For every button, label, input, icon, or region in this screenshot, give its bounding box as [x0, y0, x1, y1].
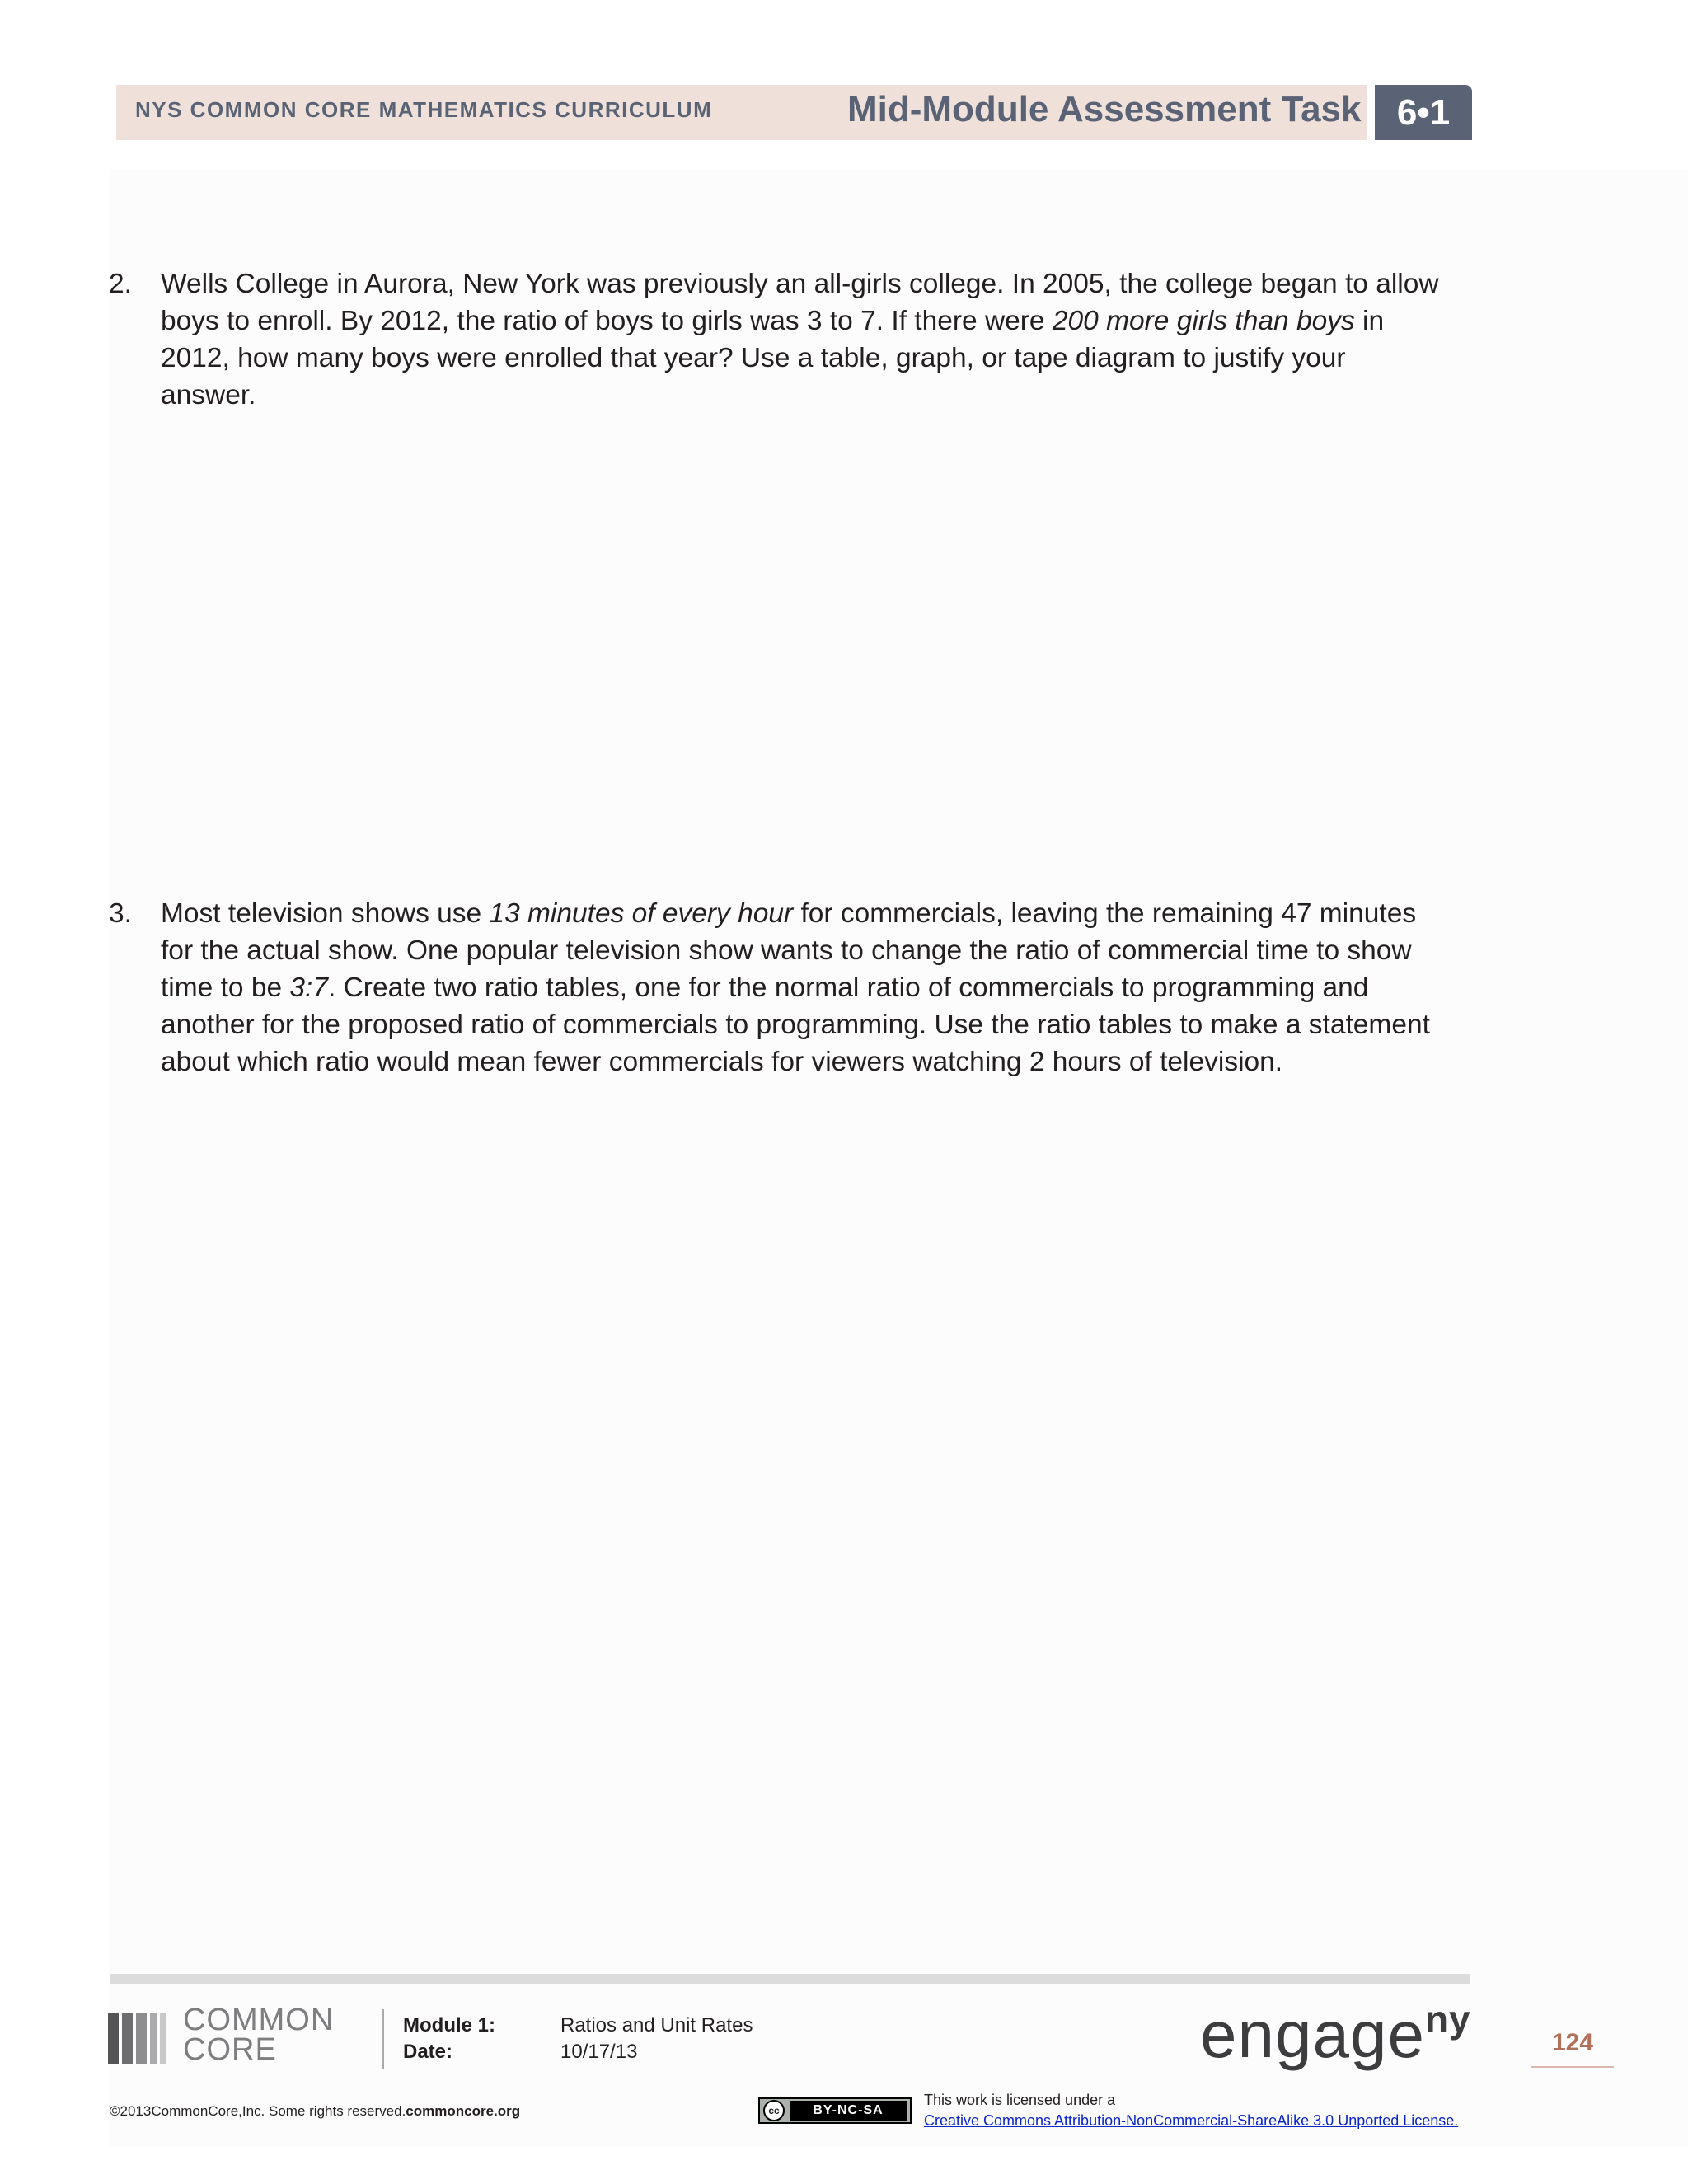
question-line: Wells College in Aurora, New York was previously an all-girls college. In 2005, the college began to allow	[161, 269, 1439, 299]
question-line: about which ratio would mean fewer commercials for viewers watching 2 hours of television.	[161, 1047, 1283, 1077]
date-label: Date:	[403, 2041, 453, 2063]
question-line: 2012, how many boys were enrolled that year? Use a table, graph, or tape diagram to justify your	[161, 343, 1346, 373]
page-number: 124	[1551, 2029, 1594, 2056]
module-badge: 6•1	[1375, 85, 1472, 140]
emphasis-text: 3:7	[289, 972, 328, 1003]
module-label: Module 1:	[403, 2014, 495, 2036]
module-value: Ratios and Unit Rates	[560, 2014, 753, 2036]
cc-license-terms: BY-NC-SA	[790, 2101, 907, 2121]
engageny-logo: engage$^{ny}$	[1200, 1998, 1471, 2071]
copyright-notice: ©2013CommonCore,Inc. Some rights reserved.commoncore.org	[110, 2103, 521, 2119]
creative-commons-badge[interactable]	[758, 2097, 912, 2124]
worksheet-body	[109, 169, 1688, 2147]
emphasis-text: 200 more girls than boys	[1052, 306, 1355, 336]
page-number-rule	[1531, 2066, 1614, 2068]
question-line: for the actual show. One popular television show wants to change the ratio of commercial time to show	[161, 935, 1412, 966]
common-core-logo-text: COMMON CORE	[183, 2003, 335, 2067]
curriculum-title: NYS COMMON CORE MATHEMATICS CURRICULUM	[135, 97, 713, 122]
question-line: Most television shows use 13 minutes of every hour for commercials, leaving the remaining 47 minutes	[161, 898, 1417, 929]
question-line: boys to enroll. By 2012, the ratio of boys to girls was 3 to 7. If there were 200 more girls than boys in	[161, 306, 1385, 336]
cc-icon: cc	[763, 2100, 785, 2121]
assessment-title: Mid-Module Assessment Task	[847, 89, 1362, 129]
question-number: 2.	[109, 269, 132, 299]
footer-divider	[382, 2009, 384, 2069]
question-line: another for the proposed ratio of commercials to programming. Use the ratio tables to make a statement	[161, 1010, 1430, 1040]
license-link[interactable]: Creative Commons Attribution-NonCommercial-ShareAlike 3.0 Unported License.	[924, 2112, 1459, 2129]
copyright-link[interactable]: commoncore.org	[406, 2103, 521, 2119]
question-number: 3.	[109, 898, 132, 929]
question-line: time to be 3:7. Create two ratio tables, one for the normal ratio of commercials to programming and	[161, 972, 1369, 1003]
license-text: This work is licensed under a	[924, 2092, 1116, 2108]
question-line: answer.	[161, 380, 256, 410]
footer-rule	[110, 1974, 1470, 1984]
date-value: 10/17/13	[560, 2041, 638, 2063]
emphasis-text: 13 minutes of every hour	[489, 898, 794, 929]
common-core-logo-icon	[108, 2011, 169, 2064]
